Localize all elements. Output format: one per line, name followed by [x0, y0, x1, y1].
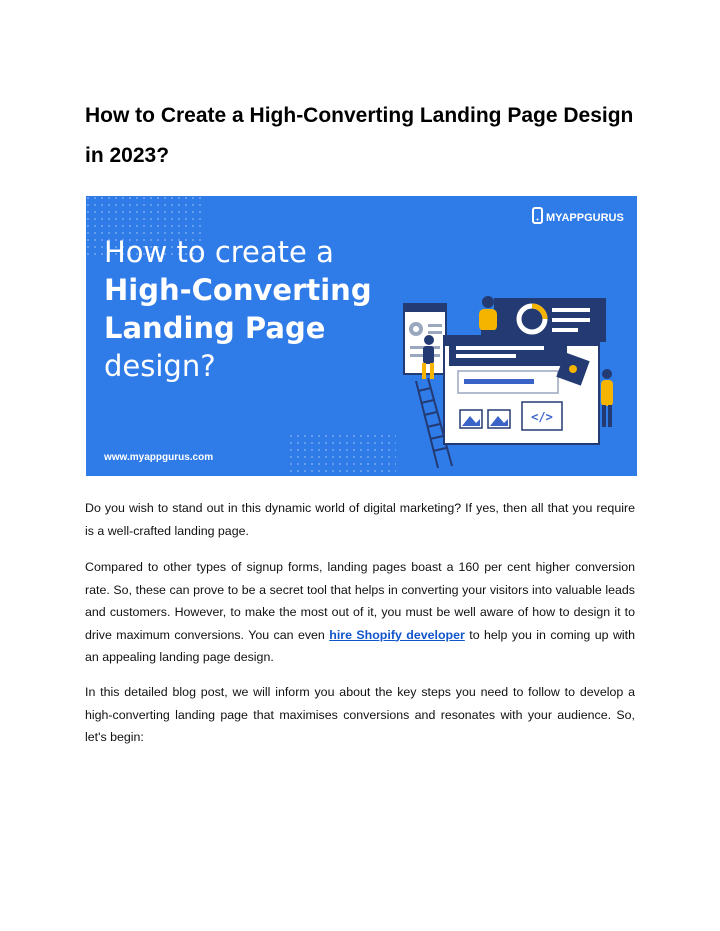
page-title: How to Create a High-Converting Landing Page Design in 2023?: [85, 104, 634, 167]
conversion-text-end: to help you in coming up with an appealing landing page design.: [85, 627, 635, 664]
image-icon: [488, 410, 510, 428]
svg-text:</>: </>: [531, 410, 553, 424]
intro-text: Do you wish to stand out in this dynamic world of digital marketing? If yes, then all that you require is a well-crafted landing page.: [85, 501, 635, 538]
overview-text: In this detailed blog post, we will inform you about the key steps you need to follow to develop a high-converting landing page that maximises conversions and resonates with your audience. So, let's begin:: [85, 685, 635, 744]
hire-shopify-developer-link[interactable]: hire Shopify developer: [329, 627, 465, 642]
hero-image: [86, 196, 637, 476]
hero-line-1: How to create a: [104, 235, 334, 269]
hero-line-4: design?: [104, 349, 216, 383]
hero-line-3: Landing Page: [104, 311, 326, 345]
overview-paragraph: [85, 681, 635, 749]
conversion-text-start: Compared to other types of signup forms, landing pages boast a 160 per cent higher conversion rate. So, these can prove to be a secret tool that helps in converting your visitors into valuable leads and customers. However, to make the most out of it, you must be well aware of how to design it to drive maximum conversions. You can even: [85, 560, 635, 642]
image-icon: [460, 410, 482, 428]
brand-name: MYAPPGURUS: [546, 212, 624, 224]
hero-line-2: High-Converting: [104, 273, 372, 307]
hero-url: www.myappgurus.com: [104, 452, 214, 463]
gear-icon: [409, 322, 423, 336]
dot-pattern-bottom: [286, 431, 396, 476]
code-icon: [522, 402, 562, 430]
intro-paragraph: [85, 497, 635, 542]
conversion-paragraph: [85, 556, 635, 669]
